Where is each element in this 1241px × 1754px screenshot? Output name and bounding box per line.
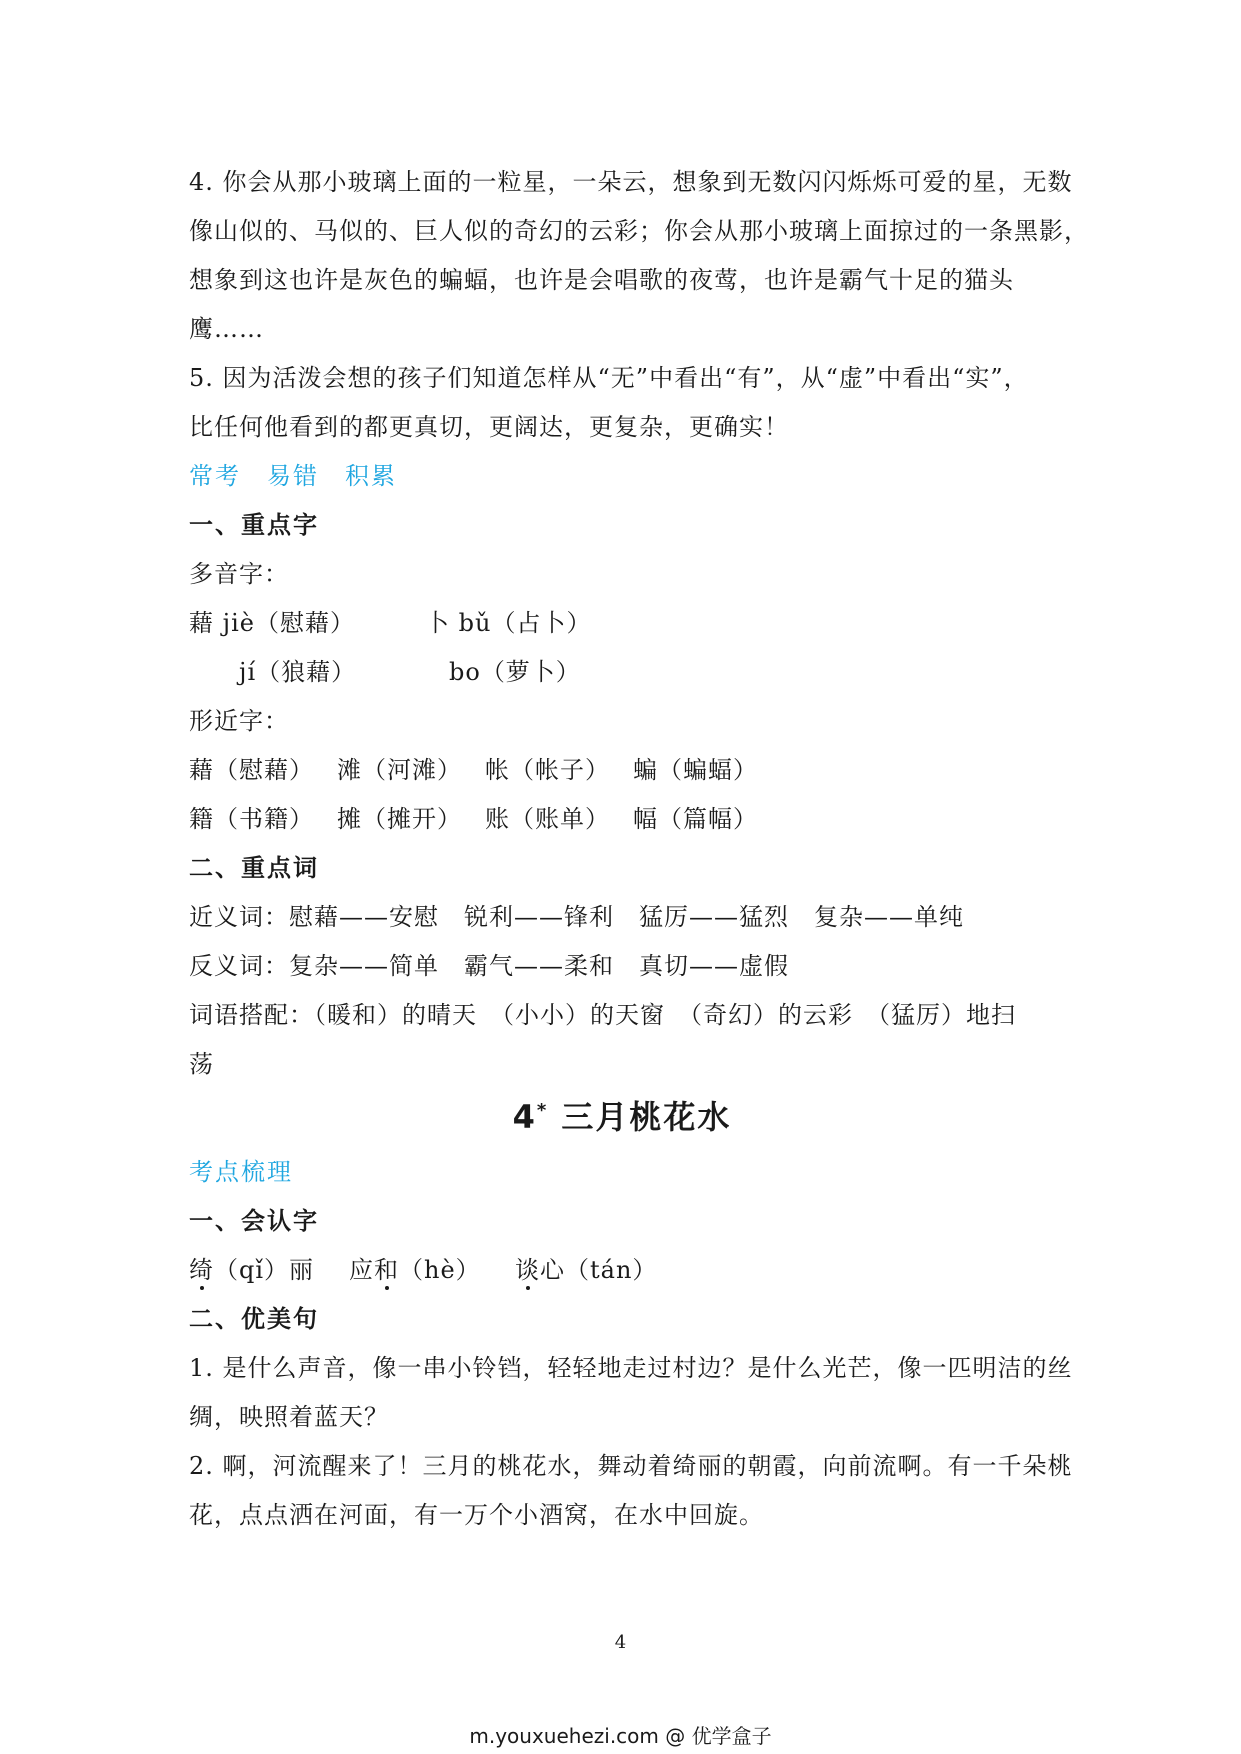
sentence-4-line-1: 4. 你会从那小玻璃上面的一粒星，一朵云，想象到无数闪闪烁烁可爱的星，无数 bbox=[189, 168, 1073, 196]
collocation-line-1: 词语搭配：（暖和）的晴天 （小小）的天窗 （奇幻）的云彩 （猛厉）地扫 bbox=[189, 1001, 1016, 1029]
sentence-5-line-1: 5. 因为活泼会想的孩子们知道怎样从“无”中看出“有”，从“虚”中看出“实”， bbox=[189, 364, 1029, 392]
heading-key-characters: 一、重点字 bbox=[189, 511, 319, 539]
heading-key-words: 二、重点词 bbox=[189, 854, 319, 882]
sentence-4-line-2: 像山似的、马似的、巨人似的奇幻的云彩；你会从那小玻璃上面掠过的一条黑影， bbox=[189, 217, 1089, 245]
recognize-char-tan bbox=[515, 1250, 657, 1285]
polyphonic-jie: 藉 jiè（慰藉） bbox=[189, 609, 355, 637]
dotted-char: 谈 bbox=[515, 1256, 540, 1284]
similar-char-item: 幅（篇幅） bbox=[633, 805, 758, 833]
heading-recognize-chars: 一、会认字 bbox=[189, 1207, 319, 1235]
collocation-line-2: 荡 bbox=[189, 1050, 214, 1078]
sentence-4-line-3: 想象到这也许是灰色的蝙蝠，也许是会唱歌的夜莺，也许是霸气十足的猫头 bbox=[189, 266, 1014, 294]
char-detail: （qǐ）丽 bbox=[214, 1256, 315, 1284]
antonyms-line: 反义词：复杂——简单 霸气——柔和 真切——虚假 bbox=[189, 952, 789, 980]
beautiful-sentence-1-line-1: 1. 是什么声音，像一串小铃铛，轻轻地走过村边？是什么光芒，像一匹明洁的丝 bbox=[189, 1354, 1073, 1382]
lesson-mark: * bbox=[536, 1100, 549, 1121]
similar-char-item: 籍（书籍） bbox=[189, 805, 314, 833]
lesson-title bbox=[189, 1092, 1055, 1138]
similar-char-item: 蝙（蝙蝠） bbox=[633, 756, 758, 784]
lesson-title-text: 三月桃花水 bbox=[561, 1098, 732, 1136]
recognize-char-qi bbox=[189, 1250, 314, 1285]
section-label-common-errors: 常考 易错 积累 bbox=[189, 462, 397, 490]
polyphonic-ji: jí（狼藉） bbox=[239, 658, 357, 686]
sentence-5-line-2: 比任何他看到的都更真切，更阔达，更复杂，更确实！ bbox=[189, 413, 789, 441]
similar-char-item: 摊（摊开） bbox=[337, 805, 462, 833]
polyphonic-label: 多音字： bbox=[189, 560, 289, 588]
dotted-char: 和 bbox=[374, 1256, 399, 1284]
beautiful-sentence-1-line-2: 绸，映照着蓝天？ bbox=[189, 1403, 389, 1431]
page-number: 4 bbox=[614, 1632, 627, 1653]
similar-chars-label: 形近字： bbox=[189, 707, 289, 735]
similar-char-item: 帐（帐子） bbox=[485, 756, 610, 784]
section-label-key-points: 考点梳理 bbox=[189, 1158, 293, 1186]
char-detail: 心（tán） bbox=[540, 1256, 658, 1284]
beautiful-sentence-2-line-1: 2. 啊，河流醒来了！三月的桃花水，舞动着绮丽的朝霞，向前流啊。有一千朵桃 bbox=[189, 1452, 1073, 1480]
recognize-char-he bbox=[349, 1250, 481, 1285]
synonyms-line: 近义词：慰藉——安慰 锐利——锋利 猛厉——猛烈 复杂——单纯 bbox=[189, 903, 964, 931]
dotted-char: 绮 bbox=[189, 1256, 214, 1284]
similar-char-item: 藉（慰藉） bbox=[189, 756, 314, 784]
similar-char-item: 滩（河滩） bbox=[337, 756, 462, 784]
char-detail: （hè） bbox=[399, 1256, 481, 1284]
char-prefix: 应 bbox=[349, 1256, 374, 1284]
polyphonic-bu: 卜 bǔ（占卜） bbox=[425, 609, 592, 637]
footer-watermark: m.youxuehezi.com @ 优学盒子 bbox=[469, 1724, 772, 1748]
lesson-number: 4 bbox=[512, 1098, 537, 1136]
sentence-4-line-4: 鹰…… bbox=[189, 315, 264, 343]
heading-beautiful-sentences: 二、优美句 bbox=[189, 1305, 319, 1333]
polyphonic-bo: bo（萝卜） bbox=[449, 658, 581, 686]
beautiful-sentence-2-line-2: 花，点点洒在河面，有一万个小酒窝，在水中回旋。 bbox=[189, 1501, 764, 1529]
similar-char-item: 账（账单） bbox=[485, 805, 610, 833]
